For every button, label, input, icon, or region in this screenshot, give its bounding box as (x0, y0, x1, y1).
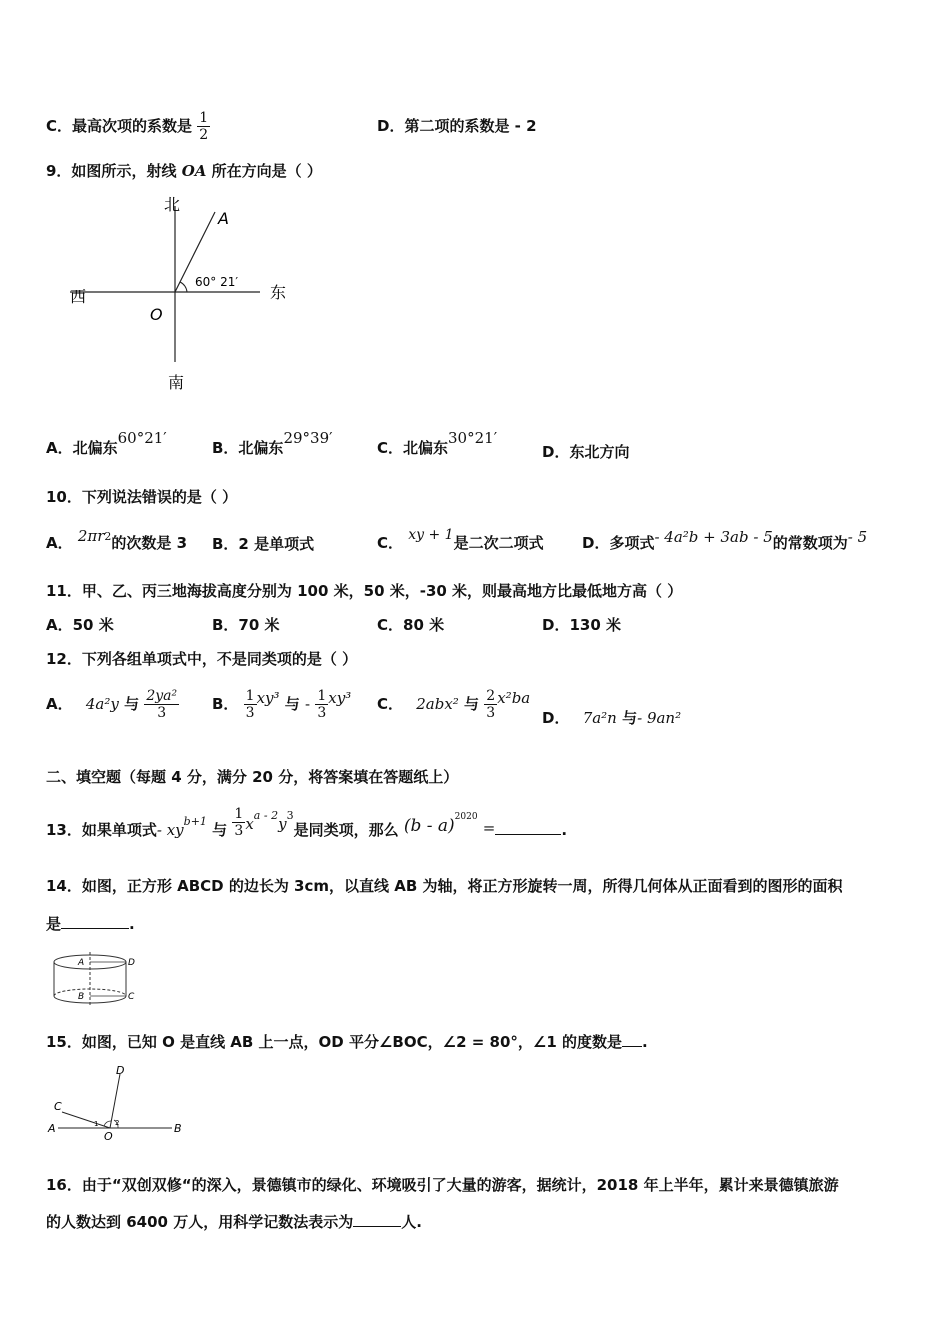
angle-arc (180, 282, 187, 292)
q10-option-d (582, 528, 868, 553)
q13-expr-2b: y (278, 815, 287, 833)
q12-option-a-left: 4a²y (85, 695, 119, 713)
fraction-numerator: 1 (317, 688, 327, 704)
q10-option-d-value: - 5 (847, 528, 868, 546)
angle-label: 60° 21′ (195, 275, 239, 289)
q12-option-a (46, 688, 179, 721)
point-c-label: C (128, 992, 135, 1002)
q13-end: . (561, 821, 568, 839)
west-label: 西 (70, 287, 87, 306)
q15-angle-figure (44, 1060, 184, 1140)
fraction-denominator: 3 (234, 823, 244, 839)
q10-option-b: B．2 是单项式 (212, 535, 315, 553)
q12-option-d-right: - 9an² (637, 709, 682, 727)
q12-option-b-and: 与 (284, 695, 300, 713)
q9-stem-tail: 所在方向是（ ） (211, 162, 322, 180)
q15-end: . (642, 1033, 648, 1051)
ray-oc (62, 1112, 110, 1128)
q12-option-c-left: 2abx² (416, 695, 459, 713)
q12-option-b-var-1: xy³ (256, 689, 280, 707)
angle-2-label: 2 (115, 1119, 120, 1127)
q10-option-d-text: 的常数项为 (772, 534, 848, 552)
q9-compass-figure (60, 192, 300, 392)
q10-option-d-label: D．多项式 (582, 534, 655, 552)
fraction-denominator: 2 (199, 127, 209, 143)
q12-option-c-right: x²ba (497, 689, 531, 707)
origin-label: O (150, 305, 163, 324)
q9-stem-text: 9．如图所示，射线 (46, 162, 177, 180)
q9-option-a-value: 60°21′ (117, 429, 167, 447)
q8-option-d: D．第二项的系数是 - 2 (377, 117, 537, 135)
q12-option-a-and: 与 (124, 695, 140, 713)
point-o-label: O (104, 1130, 113, 1140)
q11-option-c: C．80 米 (377, 616, 445, 634)
q10-stem: 10．下列说法错误的是（ ） (46, 488, 238, 506)
q12-option-c-label: C． (377, 695, 404, 713)
q13-expr-3: (b - a) (403, 816, 455, 836)
point-a-label: A (78, 958, 85, 968)
q13-fraction (232, 806, 245, 839)
q9-option-c-value: 30°21′ (448, 429, 498, 447)
q9-option-d: D．东北方向 (542, 443, 630, 461)
q12-option-b-var-2: xy³ (328, 689, 352, 707)
q12-option-b-fraction-1 (244, 688, 257, 721)
q9-option-b-value: 29°39′ (283, 429, 333, 447)
fraction-numerator: 2 (486, 688, 496, 704)
q9-option-a-text: A．北偏东 (46, 439, 118, 457)
q10-option-d-expr: - 4a²b + 3ab - 5 (654, 528, 773, 546)
q12-option-c-fraction (484, 688, 497, 721)
q14-line-2-end: . (129, 915, 135, 933)
section-2-heading: 二、填空题（每题 4 分，满分 20 分，将答案填在答题纸上） (46, 768, 459, 786)
q12-option-b-fraction-2 (315, 688, 328, 721)
q13-text: 13．如果单项式 (46, 821, 157, 839)
q10-option-c-text: 是二次二项式 (453, 534, 544, 552)
q12-option-c-and: 与 (464, 695, 480, 713)
q11-option-b: B．70 米 (212, 616, 280, 634)
q12-option-b-label: B． (212, 695, 239, 713)
q10-option-c-expr: xy + 1 (408, 527, 454, 543)
q10-option-c (377, 527, 544, 554)
q9-option-c (377, 429, 498, 458)
q12-stem: 12．下列各组单项式中，不是同类项的是（ ） (46, 650, 358, 668)
fraction-denominator: 3 (157, 705, 167, 721)
q16-line-2-end: 人. (401, 1213, 422, 1231)
fraction-numerator: 2ya² (146, 688, 178, 704)
fraction-denominator: 3 (245, 705, 255, 721)
q9-stem-variable: OA (181, 162, 207, 180)
q13-expr-1: - xy (156, 821, 184, 839)
q10-option-a-expr: 2πr (77, 527, 105, 545)
q16-line-2 (46, 1212, 422, 1232)
q12-option-d (542, 708, 681, 728)
q8-option-c (46, 110, 210, 143)
q9-option-b (212, 429, 333, 458)
south-label: 南 (168, 373, 185, 392)
q11-stem: 11．甲、乙、丙三地海拔高度分别为 100 米，50 米，-30 米，则最高地方比最低地方高（ ） (46, 582, 683, 600)
angle-1-arc (104, 1121, 111, 1126)
point-c-label: C (54, 1100, 62, 1113)
north-label: 北 (164, 195, 181, 214)
q12-option-b-sign: - (305, 695, 311, 713)
q9-option-b-text: B．北偏东 (212, 439, 284, 457)
q14-line-2 (46, 914, 135, 934)
q14-answer-blank[interactable] (61, 928, 129, 929)
q12-option-c (377, 688, 530, 721)
q15-stem (46, 1032, 648, 1052)
q13 (46, 796, 568, 839)
point-a-label: A (48, 1122, 56, 1135)
q10-option-a-text: 的次数是 3 (111, 534, 188, 552)
q16-line-1: 16．由于“双创双修“的深入，景德镇市的绿化、环境吸引了大量的游客，据统计，2018 年上半年，累计来景德镇旅游 (46, 1176, 839, 1194)
q9-stem (46, 161, 322, 181)
q14-line-2-text: 是 (46, 915, 62, 933)
fraction-denominator: 3 (486, 705, 496, 721)
q15-text: 15．如图，已知 O 是直线 AB 上一点，OD 平分∠BOC，∠2 = 80°，∠1 的度数是 (46, 1033, 623, 1051)
fraction-numerator: 1 (245, 688, 255, 704)
q8-option-c-text: C．最高次项的系数是 (46, 117, 193, 135)
q11-option-a: A．50 米 (46, 616, 114, 634)
q15-answer-blank[interactable] (622, 1046, 642, 1047)
angle-1-label: 1 (94, 1120, 99, 1128)
q14-cylinder-figure (48, 950, 158, 1010)
q13-and: 与 (212, 821, 228, 839)
q12-option-d-and: 与 (622, 709, 638, 727)
q13-text-2: 是同类项，那么 (293, 821, 399, 839)
q12-option-d-left: 7a²n (582, 709, 617, 727)
fraction-numerator: 1 (199, 110, 209, 126)
q13-equals: = (482, 819, 496, 837)
q8-option-c-fraction (197, 110, 210, 143)
q16-answer-blank[interactable] (353, 1226, 401, 1227)
fraction-denominator: 3 (317, 705, 327, 721)
q13-exp-2: a - 2 (253, 809, 279, 822)
q13-exp-2b: 3 (286, 809, 294, 822)
point-b-label: B (78, 992, 85, 1002)
q12-option-d-label: D． (542, 709, 570, 727)
q13-exp-3: 2020 (454, 812, 478, 822)
point-d-label: D (128, 958, 135, 968)
q13-answer-blank[interactable] (495, 834, 561, 835)
point-d-label: D (116, 1064, 125, 1077)
q12-option-b (212, 688, 351, 721)
q9-option-a (46, 429, 167, 458)
q10-option-a-label: A． (46, 534, 73, 552)
point-b-label: B (174, 1122, 182, 1135)
ray-label: A (218, 209, 229, 228)
q9-option-c-text: C．北偏东 (377, 439, 449, 457)
fraction-numerator: 1 (234, 806, 244, 822)
q11-option-d: D．130 米 (542, 616, 621, 634)
q10-option-a (46, 527, 188, 555)
q13-exp-1: b+1 (183, 815, 207, 828)
q12-option-a-label: A． (46, 695, 73, 713)
q13-expr-2: x (245, 815, 254, 833)
q12-option-a-fraction (144, 688, 179, 721)
q16-line-2-text: 的人数达到 6400 万人，用科学记数法表示为 (46, 1213, 354, 1231)
q14-line-1: 14．如图，正方形 ABCD 的边长为 3cm，以直线 AB 为轴，将正方形旋转一周，所得几何体从正面看到的图形的面积 (46, 877, 843, 895)
q10-option-a-exp: 2 (104, 530, 112, 543)
q10-option-c-label: C． (377, 534, 404, 552)
east-label: 东 (270, 283, 287, 302)
